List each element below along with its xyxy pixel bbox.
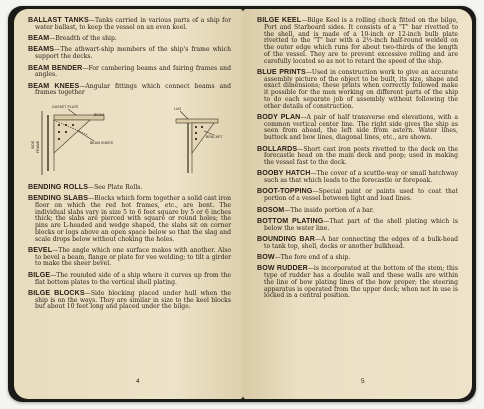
glossary-term: BEAMS bbox=[28, 45, 55, 54]
left-page bbox=[14, 9, 243, 399]
right-column bbox=[257, 17, 458, 304]
glossary-entry bbox=[28, 290, 231, 311]
glossary-term: BODY PLAN bbox=[257, 112, 301, 121]
glossary-term: BOOBY HATCH bbox=[257, 169, 311, 178]
bracket-label: BRACKET bbox=[206, 134, 223, 139]
lug-label: LUG bbox=[174, 106, 182, 111]
glossary-entry bbox=[257, 146, 458, 167]
glossary-entry bbox=[28, 195, 231, 243]
glossary-definition: —The inside portion of a bar. bbox=[284, 206, 374, 214]
glossary-entry bbox=[28, 35, 231, 43]
right-page bbox=[243, 9, 472, 399]
frame-label: FRAME bbox=[36, 140, 40, 153]
glossary-definition: —Short cast iron posts rivetted to the deck on the forecastle head on the main deck and poop; used in making the vessel fast to the dock. bbox=[264, 145, 458, 167]
page-number-left: 4 bbox=[136, 378, 140, 385]
glossary-entry bbox=[257, 188, 458, 203]
glossary-definition: —Tanks carried in various parts of a ship for water ballast, to keep the vessel on an even keel. bbox=[35, 17, 231, 31]
glossary-entry bbox=[257, 17, 458, 65]
glossary-entry bbox=[28, 184, 231, 192]
glossary-term: BOSOM bbox=[257, 205, 285, 214]
glossary-definition: —Used in construction work to give an accurate assembly picture of the object to be built, its size, shape and exact dimensions; these prints when correctly followed make it possible for the men working on different parts of the ship to do each separate job of assembly without following the other details of construction. bbox=[264, 68, 458, 110]
book-spread bbox=[8, 6, 476, 402]
glossary-definition: —The athwart-ship members of the ship's frame which support the decks. bbox=[35, 46, 231, 61]
glossary-entry bbox=[257, 265, 458, 300]
glossary-entry bbox=[28, 272, 231, 287]
glossary-term: BEAM BENDER bbox=[28, 63, 83, 72]
glossary-term: BOW bbox=[257, 253, 275, 262]
glossary-definition: —Special paint or paints used to coat that portion of a vessel between light and load lines. bbox=[264, 188, 458, 203]
glossary-entry bbox=[257, 254, 458, 262]
left-entries-bottom bbox=[28, 184, 231, 311]
glossary-definition: —Angular fittings which connect beams and frames together bbox=[35, 82, 231, 97]
glossary-entry bbox=[28, 83, 231, 98]
glossary-term: BILGE KEEL bbox=[257, 16, 302, 24]
glossary-term: BOW RUDDER bbox=[257, 264, 308, 273]
glossary-term: BEAM KNEES bbox=[28, 81, 80, 90]
glossary-definition: —is incorporated at the bottom of the stem; this type of rudder has a double wall and these walls are within the line of bow plating lines of the bow proper; the steering apparatus is operated from the upper deck; when not in use is locked in a central position. bbox=[264, 265, 458, 300]
glossary-term: BLUE PRINTS bbox=[257, 67, 306, 76]
gusset-plate-label: GUSSET PLATE bbox=[52, 104, 79, 109]
glossary-entry bbox=[28, 46, 231, 61]
glossary-entry bbox=[257, 114, 458, 142]
beam-knees-diagram bbox=[28, 101, 228, 179]
glossary-term: BOOT-TOPPING bbox=[257, 187, 313, 196]
beam-knees-figure bbox=[28, 101, 228, 179]
glossary-definition: —For cambering beams and fairing frames and angles. bbox=[35, 64, 231, 79]
glossary-entry bbox=[257, 236, 458, 251]
left-entries-top bbox=[28, 17, 231, 97]
glossary-term: BILGE bbox=[28, 270, 51, 279]
glossary-definition: —Blocks which form together a solid cast iron floor on which the red hot frames, etc., are bent. The individual slabs vary in size 5 to 6 feet square by 5 or 6 inches thick; the slabs are pierced with square or round holes; the pins are L-headed and wedge shaped, the slabs sit on corner blocks or logs above an open space below so that the slag and scale drops below without choking the holes. bbox=[35, 195, 231, 243]
side-label: SIDE bbox=[31, 140, 35, 149]
glossary-entry bbox=[28, 65, 231, 80]
glossary-entry bbox=[28, 17, 231, 32]
glossary-definition: —The angle which one surface makes with another. Also to bevel a beam, flange or plate for vee welding; to tilt a girder to make the sheer bevel. bbox=[35, 246, 231, 268]
glossary-term: BOUNDING BAR bbox=[257, 235, 316, 243]
glossary-term: BEAM bbox=[28, 34, 50, 43]
glossary-definition: —Side blocking placed under hull when the ship is on the ways. They are similar in size to the keel blocks but about 10 feet long and placed under the bilge. bbox=[35, 289, 231, 311]
glossary-term: BOLLARDS bbox=[257, 144, 298, 153]
glossary-term: BOTTOM PLATING bbox=[257, 216, 324, 225]
glossary-definition: —The fore end of a ship. bbox=[274, 254, 351, 262]
glossary-definition: —The cover of a scuttle-way or small hatchway such as that which leads to the forecastle or forepeak. bbox=[264, 170, 458, 185]
glossary-definition: —See Plate Rolls. bbox=[88, 183, 143, 191]
glossary-term: BEVEL bbox=[28, 245, 53, 254]
page-number-right: 5 bbox=[361, 378, 365, 385]
glossary-definition: —That part of the shell plating which is below the water line. bbox=[264, 217, 458, 232]
glossary-entry bbox=[257, 218, 458, 233]
glossary-term: BENDING ROLLS bbox=[28, 182, 89, 191]
glossary-definition: —A bar connecting the edges of a bulk-head to tank top, shell, decks or another bulkhead. bbox=[264, 236, 458, 250]
glossary-definition: —Bilge Keel is a rolling chock fitted on the bilge, Port and Starboard sides. It consists of a "T" bar rivetted to the shell, and is made of a 10-inch or 12-inch bulb plate rivetted to the "T" bar with a 2½-inch half-round welded on the outer edge which runs for about two-thirds of the length of the vessel. They are to prevent excessive rolling and are carefully located so as not to retard the speed of the ship. bbox=[264, 17, 458, 65]
glossary-entry bbox=[28, 247, 231, 268]
glossary-term: BILGE BLOCKS bbox=[28, 288, 85, 297]
glossary-entry bbox=[257, 207, 458, 215]
glossary-definition: —A pair of half transverse end elevations, with a common vertical center line. The right side gives the ship as seen from ahead, the left side from astern. Water lines, buttock and bow lines, diagonal lines, etc., are shown. bbox=[264, 113, 458, 142]
glossary-definition: —Breadth of the ship. bbox=[49, 35, 117, 43]
glossary-entry bbox=[257, 170, 458, 185]
glossary-entry bbox=[257, 69, 458, 111]
beam-label: BEAM bbox=[94, 112, 105, 117]
glossary-term: BENDING SLABS bbox=[28, 194, 89, 203]
left-column bbox=[28, 17, 231, 315]
beam-knees-label: BEAM KNEES bbox=[90, 140, 114, 145]
glossary-term: BALLAST TANKS bbox=[28, 16, 89, 24]
glossary-definition: —The rounded side of a ship where it curves up from the flat bottom plates to the vertical shell plating. bbox=[35, 271, 231, 286]
